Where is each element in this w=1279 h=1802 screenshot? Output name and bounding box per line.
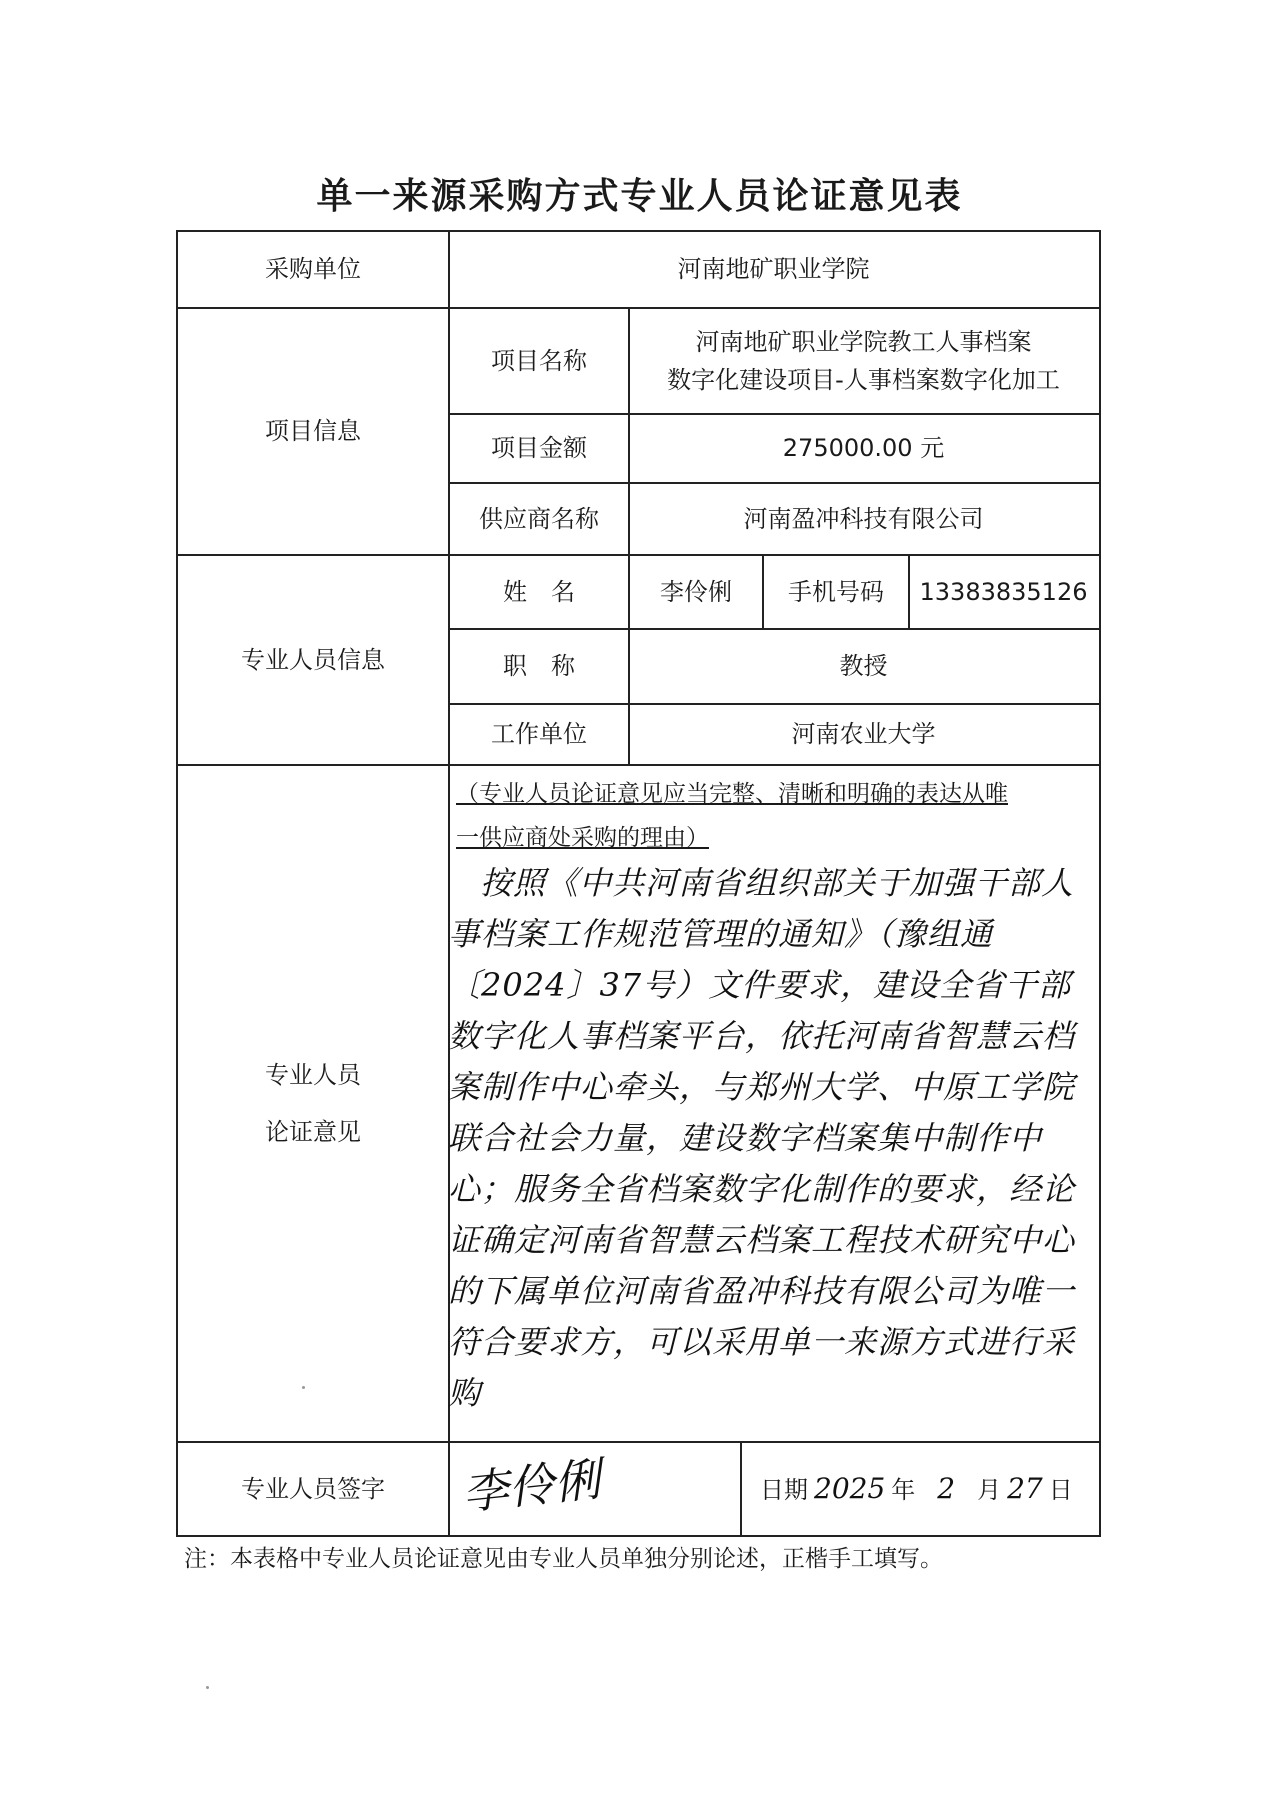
signature-handwritten: 李伶俐 (459, 1451, 603, 1521)
project-amount-label: 项目金额 (491, 434, 587, 463)
project-name-label: 项目名称 (491, 346, 587, 375)
expert-phone-label: 手机号码 (788, 577, 884, 606)
opinion-label-line2: 论证意见 (265, 1117, 361, 1146)
opinion-instruction-line1: （专业人员论证意见应当完整、清晰和明确的表达从唯 (456, 781, 1008, 807)
expert-name-label: 姓 名 (503, 577, 575, 606)
date-month: 2 (937, 1472, 956, 1505)
expert-phone-value: 13383835126 (919, 577, 1088, 606)
date-day-unit: 日 (1048, 1476, 1073, 1504)
signature-date (760, 1470, 1073, 1505)
purchaser-label: 采购单位 (265, 255, 361, 284)
project-amount-value: 275000.00 元 (782, 434, 945, 463)
expert-employer-label: 工作单位 (491, 720, 587, 749)
opinion-label (178, 766, 448, 1441)
purchaser-value: 河南地矿职业学院 (677, 255, 870, 284)
date-label: 日期 (760, 1476, 808, 1504)
project-name-line1: 河南地矿职业学院教工人事档案 (695, 327, 1032, 356)
opinion-label-line1: 专业人员 (265, 1061, 361, 1090)
expert-name-value: 李伶俐 (660, 577, 732, 606)
date-year-unit: 年 (891, 1476, 916, 1504)
handwritten-opinion: 按照《中共河南省组织部关于加强干部人事档案工作规范管理的通知》（豫组通〔2024〕37号）文件要求，建设全省干部数字化人事档案平台，依托河南省智慧云档案制作中心牵头，与郑州大学、中原工学院联合社会力量，建设数字档案集中制作中心；服务全省档案数字化制作的要求，经论证确定河南省智慧云档案工程技术研究中心的下属单位河南省盈冲科技有限公司为唯一符合要求方，可以采用单一来源方式进行采购 (448, 864, 1076, 1412)
expert-title-label: 职 称 (503, 652, 575, 681)
date-day: 27 (1007, 1472, 1043, 1505)
expert-info-label: 专业人员信息 (241, 645, 385, 674)
opinion-instruction-line2: 一供应商处采购的理由） (456, 825, 709, 851)
project-info-label: 项目信息 (265, 417, 361, 446)
date-year: 2025 (814, 1472, 886, 1505)
form-title: 单一来源采购方式专业人员论证意见表 (316, 175, 963, 217)
speck (302, 1386, 305, 1389)
signature-label: 专业人员签字 (241, 1474, 385, 1503)
column-divider (740, 1441, 742, 1535)
project-name-value (630, 309, 1097, 413)
expert-employer-value: 河南农业大学 (791, 720, 936, 749)
expert-title-value: 教授 (839, 652, 888, 681)
supplier-value: 河南盈冲科技有限公司 (743, 504, 984, 533)
opinion-instruction (456, 772, 1092, 860)
project-name-line2: 数字化建设项目-人事档案数字化加工 (667, 366, 1060, 394)
footnote: 注：本表格中专业人员论证意见由专业人员单独分别论述，正楷手工填写。 (184, 1546, 943, 1572)
date-month-unit: 月 (977, 1476, 1002, 1504)
speck (206, 1686, 209, 1689)
supplier-label: 供应商名称 (479, 504, 599, 533)
